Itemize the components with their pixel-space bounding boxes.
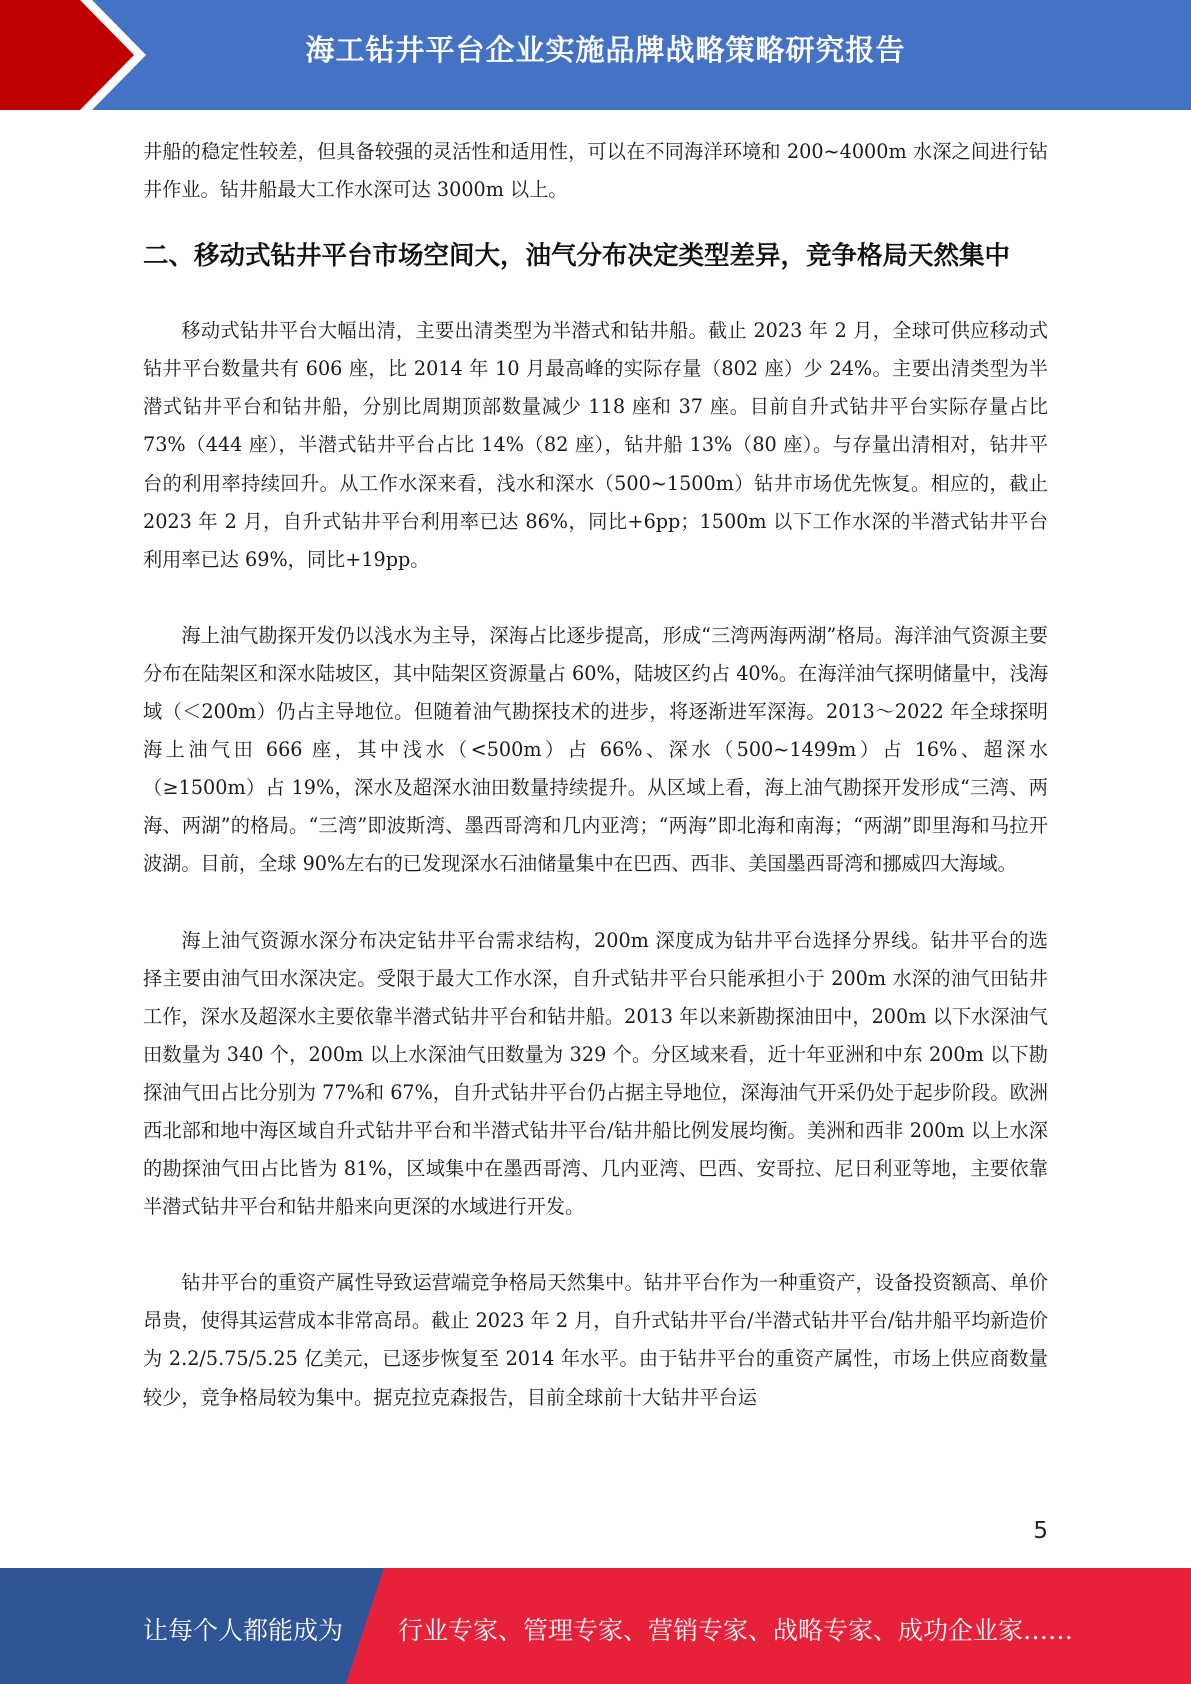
page-number: 5 [1033, 1518, 1048, 1544]
section-heading: 二、移动式钻井平台市场空间大，油气分布决定类型差异，竞争格局天然集中 [143, 241, 1011, 272]
footer-slogan-right: 行业专家、管理专家、营销专家、战略专家、成功企业家…… [398, 1616, 1074, 1645]
footer-slogan-left: 让每个人都能成为 [143, 1616, 344, 1645]
page-header [0, 0, 1191, 110]
body-paragraph: 钻井平台的重资产属性导致运营端竞争格局天然集中。钻井平台作为一种重资产，设备投资额高、单价昂贵，使得其运营成本非常高昂。截止 2023 年 2 月，自升式钻井平台/半潜式钻井平台/钻井船平均新造价为 2.2/5.75/5.25 亿美元，已逐步恢复至 2014 年水平。由于钻井平台的重资产属性，市场上供应商数量较少，竞争格局较为集中。据克拉克森报告，目前全球前十大钻井平台运 [143, 1271, 1048, 1409]
body-paragraph: 海上油气勘探开发仍以浅水为主导，深海占比逐步提高，形成“三湾两海两湖”格局。海洋油气资源主要分布在陆架区和深水陆坡区，其中陆架区资源量占 60%，陆坡区约占 40%。在海洋油气探明储量中，浅海域（＜200m）仍占主导地位。但随着油气勘探技术的进步，将逐渐进军深海。2013～2022 年全球探明海上油气田 666 座，其中浅水（<500m）占 66%、深水（500~1499m）占 16%、超深水（≥1500m）占 19%，深水及超深水油田数量持续提升。从区域上看，海上油气勘探开发形成“三湾、两海、两湖”的格局。“三湾”即波斯湾、墨西哥湾和几内亚湾；“两海”即北海和南海；“两湖”即里海和马拉开波湖。目前，全球 90%左右的已发现深水石油储量集中在巴西、西非、美国墨西哥湾和挪威四大海域。 [143, 623, 1048, 876]
body-paragraph: 海上油气资源水深分布决定钻井平台需求结构，200m 深度成为钻井平台选择分界线。钻井平台的选择主要由油气田水深决定。受限于最大工作水深，自升式钻井平台只能承担小于 200m 水深的油气田钻井工作，深水及超深水主要依靠半潜式钻井平台和钻井船。2013 年以来新勘探油田中，200m 以下水深油气田数量为 340 个，200m 以上水深油气田数量为 329 个。分区域来看，近十年亚洲和中东 200m 以下勘探油气田占比分别为 77%和 67%，自升式钻井平台仍占据主导地位，深海油气开采仍处于起步阶段。欧洲西北部和地中海区域自升式钻井平台和半潜式钻井平台/钻井船比例发展均衡。美洲和西非 200m 以上水深的勘探油气田占比皆为 81%，区域集中在墨西哥湾、几内亚湾、巴西、安哥拉、尼日利亚等地，主要依靠半潜式钻井平台和钻井船来向更深的水域进行开发。 [143, 928, 1048, 1219]
page-content [143, 133, 1048, 1417]
page-footer [0, 1568, 1191, 1684]
intro-paragraph: 井船的稳定性较差，但具备较强的灵活性和适用性，可以在不同海洋环境和 200~4000m 水深之间进行钻井作业。钻井船最大工作水深可达 3000m 以上。 [143, 140, 1048, 202]
body-paragraph: 移动式钻井平台大幅出清，主要出清类型为半潜式和钻井船。截止 2023 年 2 月，全球可供应移动式钻井平台数量共有 606 座，比 2014 年 10 月最高峰的实际存量（802 座）少 24%。主要出清类型为半潜式钻井平台和钻井船，分别比周期顶部数量减少 118 座和 37 座。目前自升式钻井平台实际存量占比 73%（444 座），半潜式钻井平台占比 14%（82 座），钻井船 13%（80 座）。与存量出清相对，钻井平台的利用率持续回升。从工作水深来看，浅水和深水（500~1500m）钻井市场优先恢复。相应的，截止 2023 年 2 月，自升式钻井平台利用率已达 86%，同比+6pp；1500m 以下工作水深的半潜式钻井平台利用率已达 69%，同比+19pp。 [143, 319, 1048, 571]
report-title: 海工钻井平台企业实施品牌战略策略研究报告 [305, 33, 906, 67]
